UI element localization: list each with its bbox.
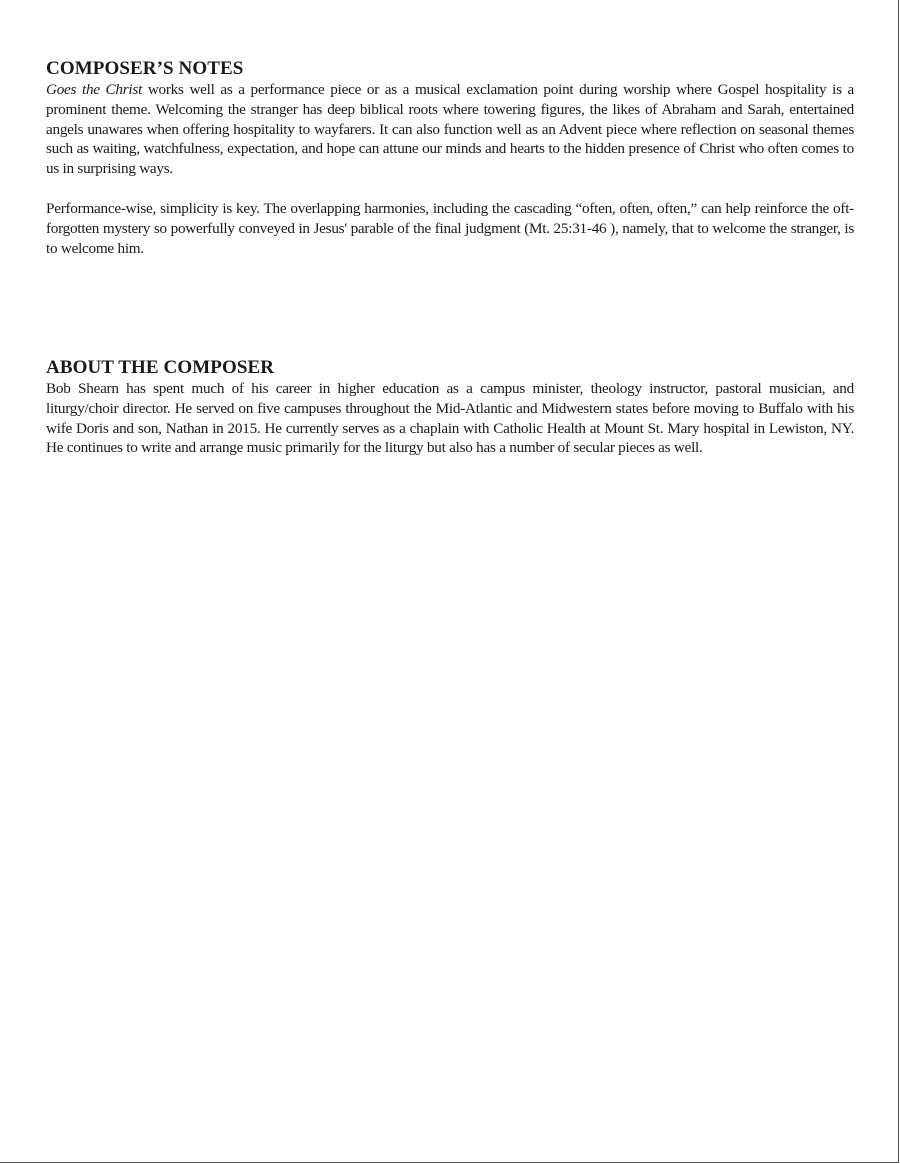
about-composer-paragraph: Bob Shearn has spent much of his career in higher education as a campus minister, theology instructor, pastoral musician, and liturgy/choir director. He served on five campuses throughout the Mid-Atlantic and Midwestern states before moving to Buffalo with his wife Doris and son, Nathan in 2015. He currently serves as a chaplain with Catholic Health at Mount St. Mary hospital in Lewiston, NY. He continues to write and arrange music primarily for the liturgy but also has a number of secular pieces as well.: [46, 380, 854, 457]
composers-notes-paragraph-2: Performance-wise, simplicity is key. The overlapping harmonies, including the cascading “often, often, often,” can help reinforce the oft-forgotten mystery so powerfully conveyed in Jesus' parable of the final judgment (Mt. 25:31-46 ), namely, that to welcome the stranger, is to welcome him.: [46, 199, 854, 257]
composers-notes-paragraph-1-text: works well as a performance piece or as a musical exclamation point during worship where Gospel hospitality is a prominent theme. Welcoming the stranger has deep biblical roots where towering figures, the likes of Abraham and Sarah, entertained angels unawares when offering hospitality to wayfarers. It can also function well as an Advent piece where reflection on seasonal themes such as waiting, watchfulness, expectation, and hope can attune our minds and hearts to the hidden presence of Christ who often comes to us in surprising ways.: [46, 81, 854, 178]
composers-notes-paragraph-1: [46, 80, 854, 179]
about-composer-heading: ABOUT THE COMPOSER: [46, 357, 275, 378]
composers-notes-heading: COMPOSER’S NOTES: [46, 58, 244, 79]
piece-title: Goes the Christ: [46, 81, 143, 98]
about-composer-section: [46, 357, 854, 458]
composers-notes-section: [46, 58, 854, 258]
